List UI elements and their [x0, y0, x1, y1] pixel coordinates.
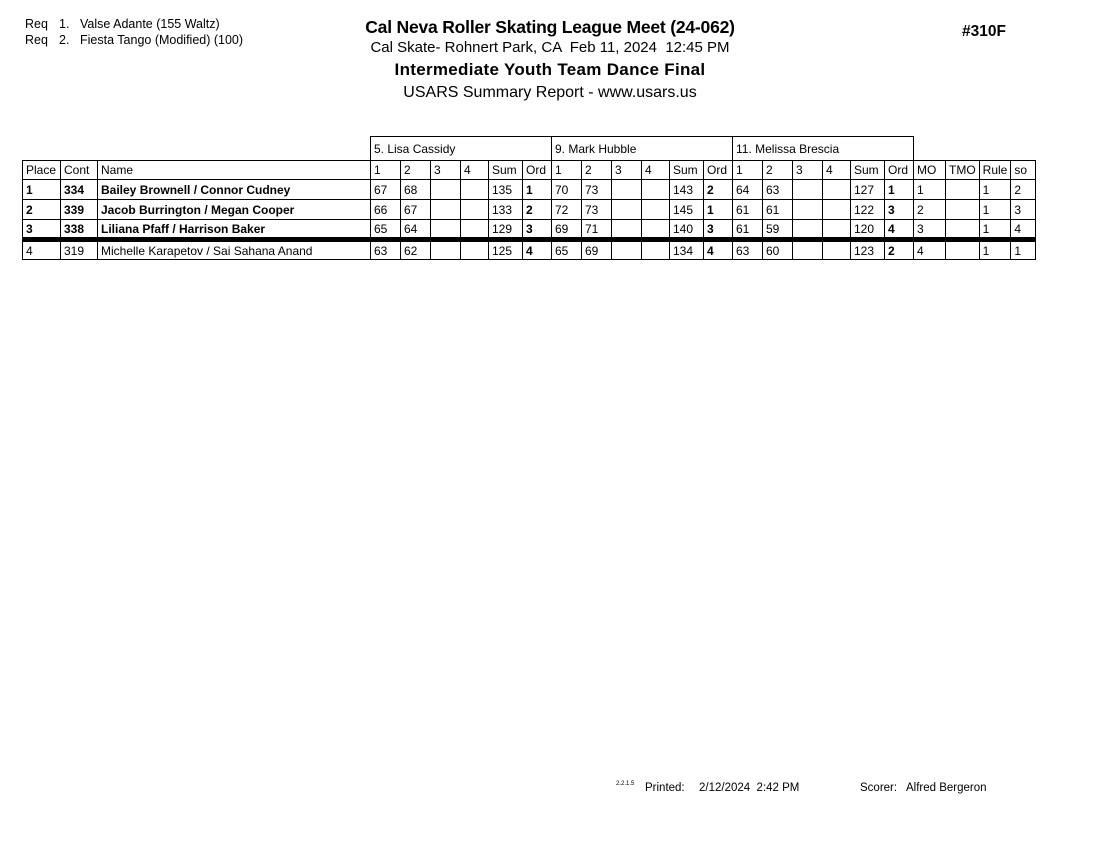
col-header-mark: 3: [612, 161, 642, 180]
judge-1-mark-2-cell: 67: [401, 200, 431, 220]
col-header-mark: 4: [461, 161, 489, 180]
judge-2-mark-2-cell: 69: [582, 240, 612, 260]
col-header-mark: 3: [793, 161, 823, 180]
col-header-name: Name: [98, 161, 371, 180]
judge-1-mark-1-cell: 66: [371, 200, 401, 220]
judge-3-name: 11. Melissa Brescia: [733, 137, 914, 161]
judge-3-mark-2-cell: 61: [763, 200, 793, 220]
col-header-sum: Sum: [489, 161, 523, 180]
judge-1-sum-cell: 129: [489, 220, 523, 240]
judge-3-sum-cell: 127: [851, 180, 885, 200]
majority-ordinal-cell: 3: [914, 220, 946, 240]
judge-3-mark-1-cell: 61: [733, 200, 763, 220]
judge-3-mark-3-cell: [793, 220, 823, 240]
printed-label: Printed:: [645, 782, 685, 794]
judge-2-mark-2-cell: 73: [582, 180, 612, 200]
judge-1-mark-2-cell: 64: [401, 220, 431, 240]
judge-3-mark-4-cell: [823, 220, 851, 240]
event-number: #310F: [962, 23, 1006, 40]
judge-1-sum-cell: 125: [489, 240, 523, 260]
col-header-ord: Ord: [704, 161, 733, 180]
judge-1-mark-3-cell: [431, 220, 461, 240]
tmo-cell: [946, 240, 980, 260]
team-name-cell: Michelle Karapetov / Sai Sahana Anand: [98, 240, 371, 260]
place-cell: 2: [23, 200, 61, 220]
report-type: USARS Summary Report - www.usars.us: [403, 84, 697, 101]
venue-date: Cal Skate- Rohnert Park, CA Feb 11, 2024 12:45 PM: [370, 39, 730, 56]
contestant-number-cell: 334: [61, 180, 98, 200]
req-number: 1.: [59, 17, 70, 31]
col-header-mark: 2: [582, 161, 612, 180]
judge-1-mark-4-cell: [461, 180, 489, 200]
judge-2-mark-3-cell: [612, 200, 642, 220]
col-header-mo: MO: [914, 161, 946, 180]
judge-1-mark-4-cell: [461, 240, 489, 260]
judge-2-mark-2-cell: 73: [582, 200, 612, 220]
judge-3-mark-1-cell: 63: [733, 240, 763, 260]
judge-1-ordinal-cell: 3: [523, 220, 552, 240]
judge-row: [23, 137, 1036, 161]
judge-2-ordinal-cell: 4: [704, 240, 733, 260]
rule-cell: 1: [979, 180, 1011, 200]
so-cell: 2: [1011, 180, 1036, 200]
judge-1-mark-4-cell: [461, 200, 489, 220]
req-label: Req: [25, 32, 48, 47]
judge-3-sum-cell: 122: [851, 200, 885, 220]
col-header-ord: Ord: [885, 161, 914, 180]
judge-1-mark-1-cell: 63: [371, 240, 401, 260]
judge-2-mark-1-cell: 69: [552, 220, 582, 240]
contestant-number-cell: 338: [61, 220, 98, 240]
col-header-so: so: [1011, 161, 1036, 180]
judge-3-mark-3-cell: [793, 240, 823, 260]
contestant-number-cell: 339: [61, 200, 98, 220]
judge-1-mark-4-cell: [461, 220, 489, 240]
col-header-mark: 3: [431, 161, 461, 180]
judge-3-mark-4-cell: [823, 200, 851, 220]
place-cell: 1: [23, 180, 61, 200]
judge-3-mark-2-cell: 63: [763, 180, 793, 200]
judge-2-mark-4-cell: [642, 220, 670, 240]
table-row: [23, 220, 1036, 240]
col-header-sum: Sum: [670, 161, 704, 180]
judge-row-spacer: [23, 137, 371, 161]
col-header-mark: 1: [733, 161, 763, 180]
contestant-number-cell: 319: [61, 240, 98, 260]
team-name-cell: Liliana Pfaff / Harrison Baker: [98, 220, 371, 240]
results-table: [22, 136, 1036, 260]
judge-3-mark-3-cell: [793, 200, 823, 220]
so-cell: 1: [1011, 240, 1036, 260]
req-dance-name: Valse Adante (155 Waltz): [80, 17, 220, 31]
judge-3-ordinal-cell: 4: [885, 220, 914, 240]
col-header-mark: 1: [552, 161, 582, 180]
col-header-cont: Cont: [61, 161, 98, 180]
tmo-cell: [946, 220, 980, 240]
judge-2-sum-cell: 140: [670, 220, 704, 240]
judge-3-mark-2-cell: 59: [763, 220, 793, 240]
so-cell: 3: [1011, 200, 1036, 220]
rule-cell: 1: [979, 200, 1011, 220]
judge-2-ordinal-cell: 2: [704, 180, 733, 200]
judge-3-mark-2-cell: 60: [763, 240, 793, 260]
report-header: [0, 16, 1100, 105]
req-dance-name: Fiesta Tango (Modified) (100): [80, 32, 244, 47]
judge-3-sum-cell: 120: [851, 220, 885, 240]
req-label: Req: [25, 17, 48, 31]
judge-1-mark-2-cell: 68: [401, 180, 431, 200]
col-header-mark: 4: [642, 161, 670, 180]
judge-2-mark-2-cell: 71: [582, 220, 612, 240]
judge-3-mark-1-cell: 61: [733, 220, 763, 240]
table-row: [23, 240, 1036, 260]
col-header-mark: 1: [371, 161, 401, 180]
table-row: [23, 180, 1036, 200]
meet-title: Cal Neva Roller Skating League Meet (24-062): [365, 17, 735, 37]
judge-2-name: 9. Mark Hubble: [552, 137, 733, 161]
req-number: 2.: [59, 32, 70, 47]
so-cell: 4: [1011, 220, 1036, 240]
judge-2-sum-cell: 145: [670, 200, 704, 220]
team-name-cell: Bailey Brownell / Connor Cudney: [98, 180, 371, 200]
majority-ordinal-cell: 4: [914, 240, 946, 260]
judge-3-mark-4-cell: [823, 240, 851, 260]
judge-1-sum-cell: 135: [489, 180, 523, 200]
majority-ordinal-cell: 1: [914, 180, 946, 200]
tmo-cell: [946, 200, 980, 220]
judge-2-mark-1-cell: 72: [552, 200, 582, 220]
judge-1-name: 5. Lisa Cassidy: [371, 137, 552, 161]
place-cell: 4: [23, 240, 61, 260]
col-header-mark: 2: [763, 161, 793, 180]
col-header-mark: 2: [401, 161, 431, 180]
judge-1-mark-1-cell: 67: [371, 180, 401, 200]
printed-value: 2/12/2024 2:42 PM: [699, 782, 800, 794]
judge-2-ordinal-cell: 3: [704, 220, 733, 240]
col-header-sum: Sum: [851, 161, 885, 180]
col-header-place: Place: [23, 161, 61, 180]
judge-2-mark-3-cell: [612, 240, 642, 260]
judge-2-sum-cell: 134: [670, 240, 704, 260]
judge-1-mark-2-cell: 62: [401, 240, 431, 260]
judge-2-mark-4-cell: [642, 200, 670, 220]
judge-2-mark-4-cell: [642, 240, 670, 260]
judge-3-mark-3-cell: [793, 180, 823, 200]
judge-3-ordinal-cell: 3: [885, 200, 914, 220]
judge-3-ordinal-cell: 2: [885, 240, 914, 260]
rule-cell: 1: [979, 240, 1011, 260]
judge-3-sum-cell: 123: [851, 240, 885, 260]
judge-1-mark-3-cell: [431, 240, 461, 260]
place-cell: 3: [23, 220, 61, 240]
judge-2-mark-3-cell: [612, 220, 642, 240]
judge-1-mark-1-cell: 65: [371, 220, 401, 240]
scorer-label: Scorer:: [860, 782, 898, 794]
judge-2-sum-cell: 143: [670, 180, 704, 200]
judge-2-mark-4-cell: [642, 180, 670, 200]
col-header-ord: Ord: [523, 161, 552, 180]
judge-1-sum-cell: 133: [489, 200, 523, 220]
judge-1-ordinal-cell: 2: [523, 200, 552, 220]
judge-2-mark-1-cell: 70: [552, 180, 582, 200]
judge-3-ordinal-cell: 1: [885, 180, 914, 200]
rule-cell: 1: [979, 220, 1011, 240]
scorer-value: Alfred Bergeron: [906, 782, 987, 794]
col-header-tmo: TMO: [946, 161, 980, 180]
tmo-cell: [946, 180, 980, 200]
software-version: 2.2.1.5: [616, 781, 635, 787]
judge-2-mark-1-cell: 65: [552, 240, 582, 260]
judge-1-mark-3-cell: [431, 180, 461, 200]
results-tbody: [23, 180, 1036, 260]
majority-ordinal-cell: 2: [914, 200, 946, 220]
judge-row-spacer: [914, 137, 1036, 161]
column-header-row: [23, 161, 1036, 180]
judge-3-mark-4-cell: [823, 180, 851, 200]
judge-1-ordinal-cell: 1: [523, 180, 552, 200]
col-header-rule: Rule: [979, 161, 1011, 180]
col-header-mark: 4: [823, 161, 851, 180]
table-row: [23, 200, 1036, 220]
judge-2-mark-3-cell: [612, 180, 642, 200]
judge-1-mark-3-cell: [431, 200, 461, 220]
event-title: Intermediate Youth Team Dance Final: [394, 60, 706, 79]
judge-1-ordinal-cell: 4: [523, 240, 552, 260]
judge-3-mark-1-cell: 64: [733, 180, 763, 200]
judge-2-ordinal-cell: 1: [704, 200, 733, 220]
team-name-cell: Jacob Burrington / Megan Cooper: [98, 200, 371, 220]
